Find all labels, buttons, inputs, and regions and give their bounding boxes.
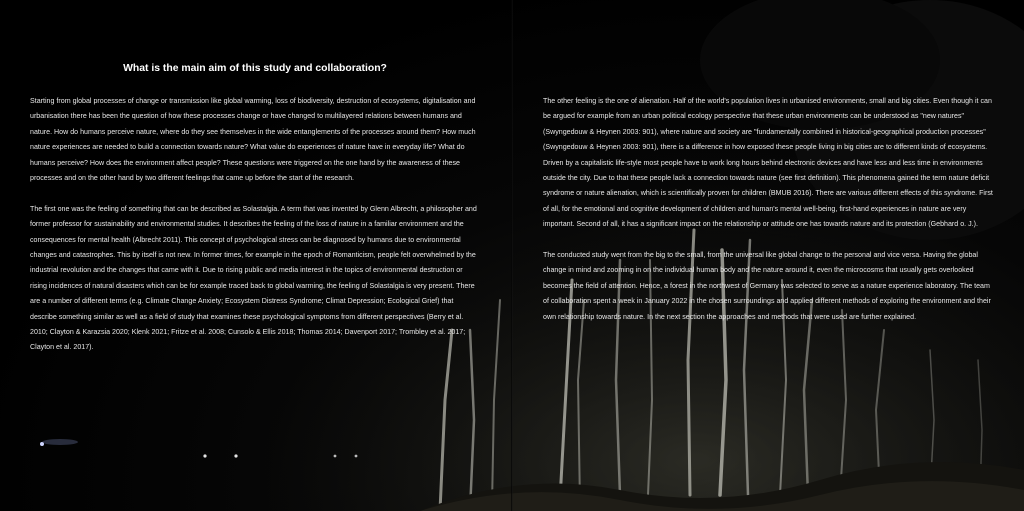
right-column xyxy=(543,94,995,340)
page-title: What is the main aim of this study and collaboration? xyxy=(123,63,387,74)
page-fold xyxy=(511,0,513,511)
left-column xyxy=(30,94,480,371)
paragraph: Starting from global processes of change or transmission like global warming, loss of biodiversity, destruction of ecosystems, digitalisation and urbanisation there has been the question of how these processes change or have changed to multilayered relations between humans and nature. How do humans perceive nature, where do they see themselves in the wide entanglements of the processes around them? How much nature experiences are needed to build a connection towards nature? What value do experiences of nature have in everyday life? What do humans perceive? How does the environment affect people? These questions were triggered on the one hand by the awareness of these processes and on the other hand by two different feelings that came up before the start of the research. xyxy=(30,97,476,183)
paragraph: The first one was the feeling of something that can be described as Solastalgia. A term that was invented by Glenn Albrecht, a philosopher and former professor for sustainability and environmental studies. It describes the feeling of the loss of nature in a familiar environment and the consequences for mental health (Albrecht 2011). This concept of psychological stress can be diagnosed by humans due to environmental changes and catastrophes. This by itself is not new. In former times, for example in the epoch of Romanticism, people felt overwhelmed by the industrial revolution and the changes that came with it. Due to rising public and media interest in the topics of environmental destruction or rising incidences of natural disasters which can be for example traced back to global warming, the feeling of Solastalgia is very present. There are a number of different terms (e.g. Climate Change Anxiety; Ecosystem Distress Syndrome; Climat Depression; Ecological Grief) that describe something similar as well as a field of study that examines these psychological symptoms from different perspectives (Berry et al. 2010; Clayton & Karazsia 2020; Klenk 2021; Fritze et al. 2008; Cunsolo & Ellis 2018; Thomas 2014; Davenport 2017; Trombley et al. 2017; Clayton et al. 2017). xyxy=(30,204,477,352)
paragraph: The conducted study went from the big to the small, from the universal like global change to the personal and vice versa. Having the global change in mind and zooming in on the individual human body and the nature around it, even the microcosms that usually gets overlooked becomes the field of attention. Hence, a forest in the northwest of Germany was selected to serve as a nature experience laboratory. The team of collaboration spent a week in January 2022 in the chosen surroundings and applied different methods of exploring the environment and their own relationship towards nature. In the next section the approaches and methods that were used are further explained. xyxy=(543,251,991,321)
paragraph: The other feeling is the one of alienation. Half of the world's population lives in urbanised environments, small and big cities. Even though it can be argued for example from an urban political ecology perspective that these urban environments can be understood as "new natures" (Swyngedouw & Heynen 2003: 901), where nature and society are "fundamentally combined in historical-geographical production processes" (Swyngedouw & Heynen 2003: 901), there is a difference in how exposed these people living in big cities are to different kinds of ecosystems. Driven by a capitalistic life-style most people have to work long hours behind electronic devices and have less and less time in environments outside the city. Due to that these people lack a connection towards nature (see first definition). This phenomena gained the term nature deficit syndrome or nature alienation, which is scientifically proven for children (BMUB 2016). There are various different effects of this syndrome. First of all, for the emotional and cognitive development of children and human's mental well-being, first-hand experiences in nature are very important. Second of all, it has a significant impact on the relationship or attitude one has towards nature and its protection (Gebhard o. J.). xyxy=(543,97,993,229)
